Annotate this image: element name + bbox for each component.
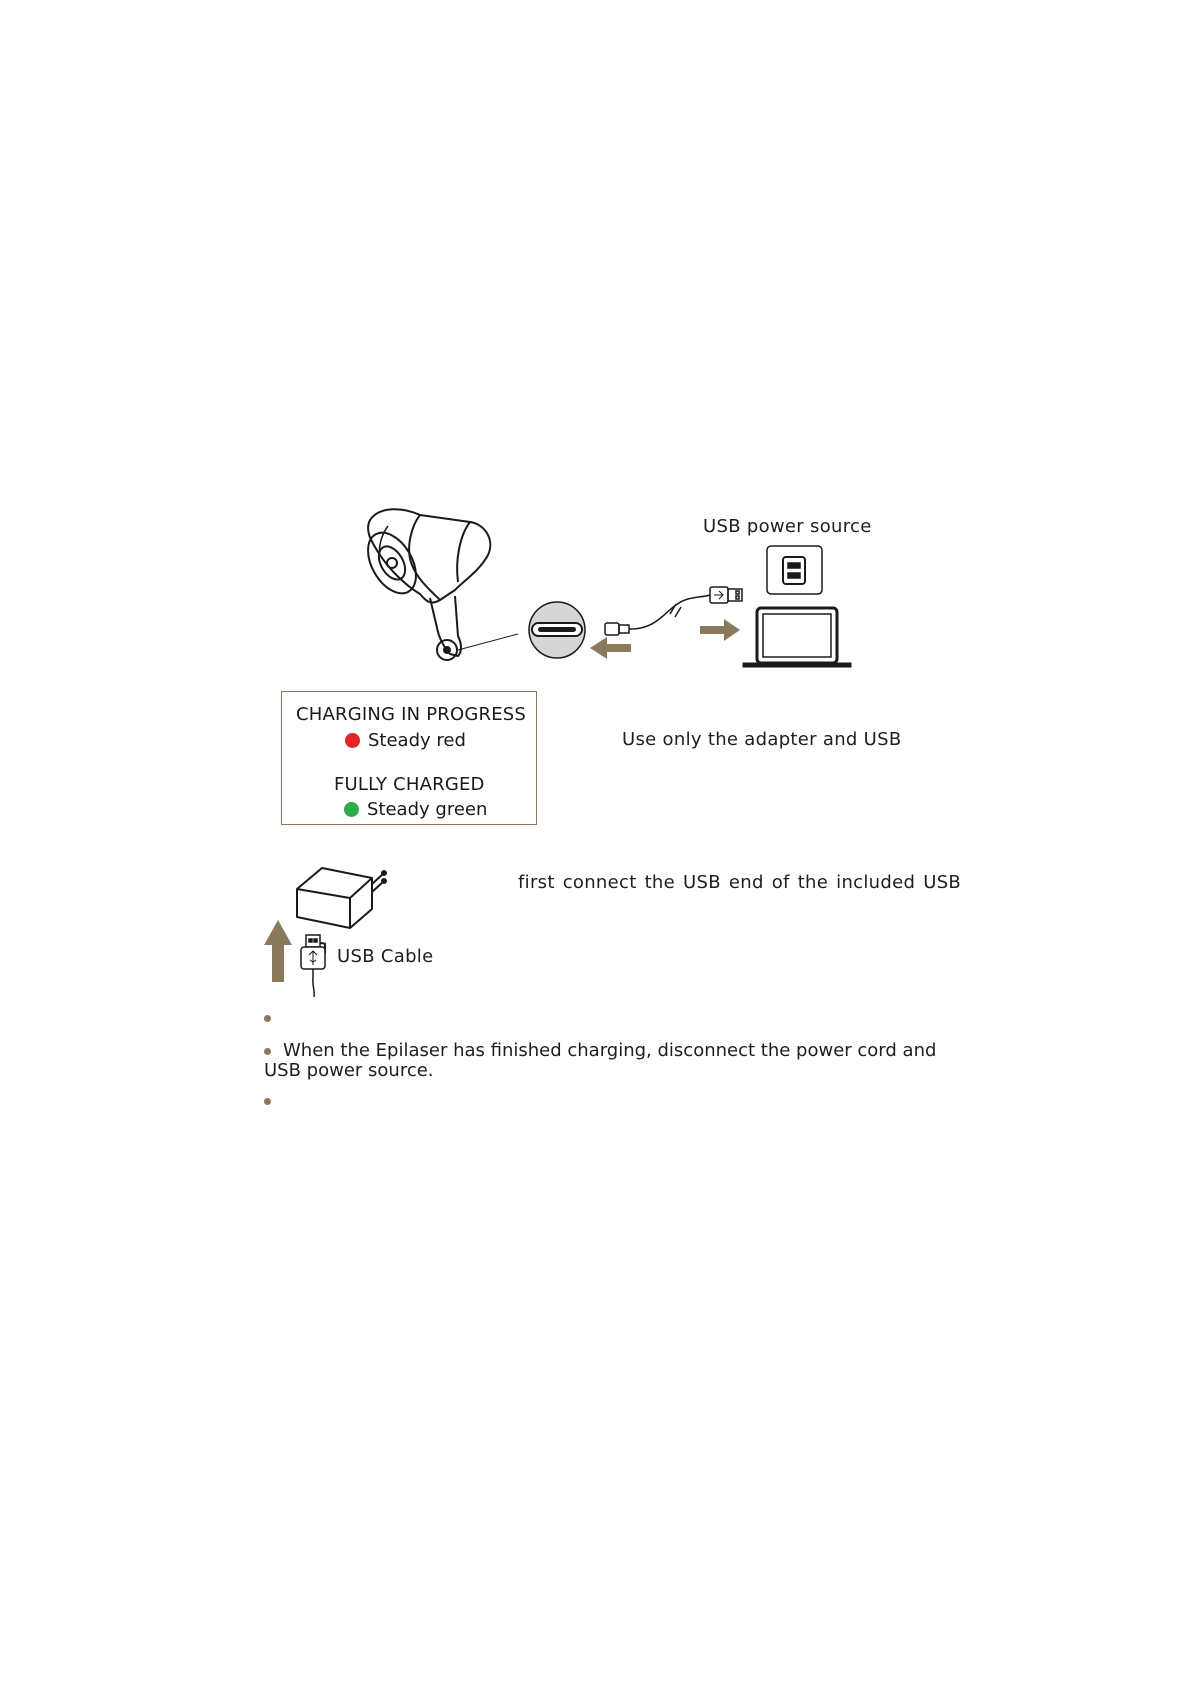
usb-cable-label: USB Cable: [337, 946, 434, 967]
arrow-up-icon: [264, 920, 292, 982]
connect-note: first connect the USB end of the included USB: [518, 872, 962, 893]
charging-title: CHARGING IN PROGRESS: [296, 704, 527, 725]
charging-indicator-text: Steady red: [368, 730, 466, 751]
charged-indicator-text: Steady green: [367, 799, 488, 820]
adapter-note: Use only the adapter and USB: [622, 729, 902, 750]
usb-power-source-label: USB power source: [703, 516, 872, 537]
charged-title: FULLY CHARGED: [334, 774, 485, 795]
bullet-1: [264, 1015, 271, 1022]
finished-charging-note: When the Epilaser has finished charging, disconnect the power cord and USB power source.: [264, 1040, 937, 1081]
bullet-3: [264, 1098, 271, 1105]
